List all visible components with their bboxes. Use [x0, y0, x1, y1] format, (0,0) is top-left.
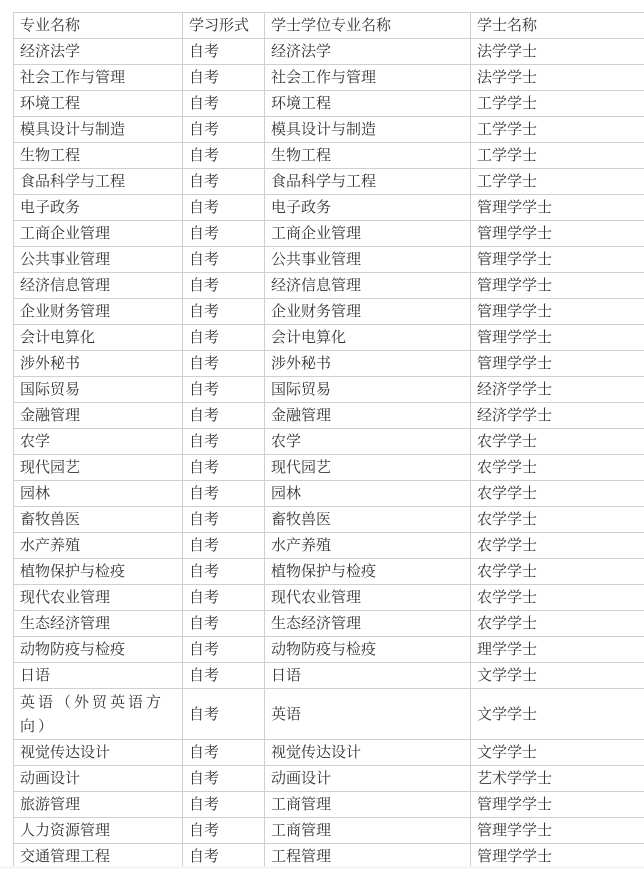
- study-mode-cell: 自考: [183, 455, 265, 481]
- table-row: [14, 429, 644, 455]
- degree-major-name-cell: 工商企业管理: [265, 221, 471, 247]
- degree-major-name-cell: 企业财务管理: [265, 299, 471, 325]
- degree-major-name-cell: 水产养殖: [265, 533, 471, 559]
- degree-title-cell: 农学学士: [471, 455, 644, 481]
- table-row: [14, 766, 644, 792]
- major-name-cell: 涉外秘书: [14, 351, 183, 377]
- degree-table: [13, 12, 644, 866]
- degree-major-name-cell: 农学: [265, 429, 471, 455]
- degree-major-name-cell: 工商管理: [265, 792, 471, 818]
- degree-major-name-cell: 食品科学与工程: [265, 169, 471, 195]
- table-row: [14, 143, 644, 169]
- study-mode-cell: 自考: [183, 39, 265, 65]
- degree-major-name-cell: 视觉传达设计: [265, 740, 471, 766]
- degree-title-cell: 经济学学士: [471, 403, 644, 429]
- major-name-cell: 会计电算化: [14, 325, 183, 351]
- table-row: [14, 740, 644, 766]
- study-mode-cell: 自考: [183, 844, 265, 867]
- degree-major-name-cell: 现代园艺: [265, 455, 471, 481]
- table-body: [14, 39, 644, 867]
- study-mode-cell: 自考: [183, 325, 265, 351]
- degree-title-cell: 管理学学士: [471, 299, 644, 325]
- degree-major-name-cell: 现代农业管理: [265, 585, 471, 611]
- study-mode-cell: 自考: [183, 766, 265, 792]
- degree-title-cell: 农学学士: [471, 507, 644, 533]
- study-mode-cell: 自考: [183, 663, 265, 689]
- table-row: [14, 507, 644, 533]
- table-row: [14, 221, 644, 247]
- table-row: [14, 351, 644, 377]
- table-row: [14, 195, 644, 221]
- degree-major-name-cell: 动物防疫与检疫: [265, 637, 471, 663]
- degree-major-name-cell: 金融管理: [265, 403, 471, 429]
- study-mode-cell: 自考: [183, 585, 265, 611]
- study-mode-cell: 自考: [183, 818, 265, 844]
- study-mode-cell: 自考: [183, 195, 265, 221]
- table-row: [14, 403, 644, 429]
- degree-major-name-cell: 会计电算化: [265, 325, 471, 351]
- major-name-cell: 日语: [14, 663, 183, 689]
- major-name-cell: 经济法学: [14, 39, 183, 65]
- table-row: [14, 299, 644, 325]
- degree-major-name-cell: 电子政务: [265, 195, 471, 221]
- degree-major-name-cell: 植物保护与检疫: [265, 559, 471, 585]
- table-row: [14, 377, 644, 403]
- degree-major-name-cell: 环境工程: [265, 91, 471, 117]
- major-name-cell: 现代园艺: [14, 455, 183, 481]
- table-row: [14, 91, 644, 117]
- major-name-cell: 电子政务: [14, 195, 183, 221]
- study-mode-cell: 自考: [183, 247, 265, 273]
- degree-title-cell: 管理学学士: [471, 247, 644, 273]
- study-mode-cell: 自考: [183, 65, 265, 91]
- degree-major-name-cell: 生物工程: [265, 143, 471, 169]
- degree-major-name-cell: 畜牧兽医: [265, 507, 471, 533]
- degree-major-name-cell: 工程管理: [265, 844, 471, 867]
- degree-title-cell: 农学学士: [471, 585, 644, 611]
- major-name-cell: 工商企业管理: [14, 221, 183, 247]
- major-name-cell: 公共事业管理: [14, 247, 183, 273]
- degree-major-name-cell: 社会工作与管理: [265, 65, 471, 91]
- major-name-cell: 视觉传达设计: [14, 740, 183, 766]
- degree-title-cell: 法学学士: [471, 65, 644, 91]
- degree-title-cell: 农学学士: [471, 429, 644, 455]
- table-row: [14, 65, 644, 91]
- study-mode-cell: 自考: [183, 299, 265, 325]
- degree-table-container: [13, 12, 644, 866]
- degree-title-cell: 经济学学士: [471, 377, 644, 403]
- major-name-cell: 模具设计与制造: [14, 117, 183, 143]
- degree-title-cell: 文学学士: [471, 689, 644, 740]
- degree-title-cell: 工学学士: [471, 143, 644, 169]
- header-degree-title: 学士名称: [471, 13, 644, 39]
- table-row: [14, 325, 644, 351]
- major-name-cell: 交通管理工程: [14, 844, 183, 867]
- major-name-cell: 经济信息管理: [14, 273, 183, 299]
- degree-title-cell: 理学学士: [471, 637, 644, 663]
- table-row: [14, 792, 644, 818]
- table-row: [14, 637, 644, 663]
- table-header-row: [14, 13, 644, 39]
- degree-title-cell: 工学学士: [471, 91, 644, 117]
- degree-title-cell: 法学学士: [471, 39, 644, 65]
- degree-major-name-cell: 英语: [265, 689, 471, 740]
- table-row: [14, 169, 644, 195]
- table-row: [14, 585, 644, 611]
- degree-title-cell: 文学学士: [471, 740, 644, 766]
- study-mode-cell: 自考: [183, 403, 265, 429]
- degree-title-cell: 管理学学士: [471, 818, 644, 844]
- table-row: [14, 844, 644, 867]
- table-row: [14, 533, 644, 559]
- major-name-cell: 生物工程: [14, 143, 183, 169]
- degree-major-name-cell: 国际贸易: [265, 377, 471, 403]
- major-name-cell: 生态经济管理: [14, 611, 183, 637]
- degree-major-name-cell: 经济法学: [265, 39, 471, 65]
- degree-title-cell: 农学学士: [471, 611, 644, 637]
- major-name-cell: 旅游管理: [14, 792, 183, 818]
- study-mode-cell: 自考: [183, 143, 265, 169]
- table-row: [14, 39, 644, 65]
- major-name-cell: 企业财务管理: [14, 299, 183, 325]
- table-row: [14, 117, 644, 143]
- degree-title-cell: 文学学士: [471, 663, 644, 689]
- major-name-cell: 英语（外贸英语方向）: [14, 689, 183, 740]
- degree-major-name-cell: 公共事业管理: [265, 247, 471, 273]
- major-name-cell: 现代农业管理: [14, 585, 183, 611]
- table-row: [14, 455, 644, 481]
- degree-title-cell: 管理学学士: [471, 273, 644, 299]
- table-row: [14, 481, 644, 507]
- header-study-mode: 学习形式: [183, 13, 265, 39]
- major-name-cell: 金融管理: [14, 403, 183, 429]
- study-mode-cell: 自考: [183, 91, 265, 117]
- table-row: [14, 247, 644, 273]
- table-row: [14, 273, 644, 299]
- degree-title-cell: 管理学学士: [471, 221, 644, 247]
- degree-major-name-cell: 模具设计与制造: [265, 117, 471, 143]
- study-mode-cell: 自考: [183, 507, 265, 533]
- study-mode-cell: 自考: [183, 637, 265, 663]
- study-mode-cell: 自考: [183, 169, 265, 195]
- major-name-cell: 水产养殖: [14, 533, 183, 559]
- header-major-name: 专业名称: [14, 13, 183, 39]
- major-name-cell: 社会工作与管理: [14, 65, 183, 91]
- degree-title-cell: 农学学士: [471, 533, 644, 559]
- degree-title-cell: 农学学士: [471, 481, 644, 507]
- major-name-cell: 环境工程: [14, 91, 183, 117]
- study-mode-cell: 自考: [183, 351, 265, 377]
- study-mode-cell: 自考: [183, 273, 265, 299]
- degree-major-name-cell: 涉外秘书: [265, 351, 471, 377]
- table-row: [14, 611, 644, 637]
- degree-title-cell: 农学学士: [471, 559, 644, 585]
- table-row: [14, 663, 644, 689]
- degree-major-name-cell: 工商管理: [265, 818, 471, 844]
- degree-title-cell: 艺术学学士: [471, 766, 644, 792]
- header-degree-major-name: 学士学位专业名称: [265, 13, 471, 39]
- degree-title-cell: 工学学士: [471, 117, 644, 143]
- study-mode-cell: 自考: [183, 377, 265, 403]
- study-mode-cell: 自考: [183, 429, 265, 455]
- degree-title-cell: 管理学学士: [471, 792, 644, 818]
- degree-title-cell: 管理学学士: [471, 325, 644, 351]
- degree-title-cell: 工学学士: [471, 169, 644, 195]
- major-name-cell: 植物保护与检疫: [14, 559, 183, 585]
- study-mode-cell: 自考: [183, 559, 265, 585]
- major-name-cell: 人力资源管理: [14, 818, 183, 844]
- major-name-cell: 动物防疫与检疫: [14, 637, 183, 663]
- degree-title-cell: 管理学学士: [471, 195, 644, 221]
- major-name-cell: 动画设计: [14, 766, 183, 792]
- study-mode-cell: 自考: [183, 481, 265, 507]
- degree-title-cell: 管理学学士: [471, 351, 644, 377]
- major-name-cell: 食品科学与工程: [14, 169, 183, 195]
- study-mode-cell: 自考: [183, 689, 265, 740]
- major-name-cell: 园林: [14, 481, 183, 507]
- degree-major-name-cell: 生态经济管理: [265, 611, 471, 637]
- degree-title-cell: 管理学学士: [471, 844, 644, 867]
- major-name-cell: 农学: [14, 429, 183, 455]
- study-mode-cell: 自考: [183, 611, 265, 637]
- degree-major-name-cell: 经济信息管理: [265, 273, 471, 299]
- major-name-cell: 畜牧兽医: [14, 507, 183, 533]
- major-name-cell: 国际贸易: [14, 377, 183, 403]
- table-row: [14, 818, 644, 844]
- study-mode-cell: 自考: [183, 117, 265, 143]
- study-mode-cell: 自考: [183, 221, 265, 247]
- table-row: [14, 689, 644, 740]
- degree-major-name-cell: 园林: [265, 481, 471, 507]
- table-row: [14, 559, 644, 585]
- degree-major-name-cell: 日语: [265, 663, 471, 689]
- degree-major-name-cell: 动画设计: [265, 766, 471, 792]
- study-mode-cell: 自考: [183, 792, 265, 818]
- study-mode-cell: 自考: [183, 740, 265, 766]
- study-mode-cell: 自考: [183, 533, 265, 559]
